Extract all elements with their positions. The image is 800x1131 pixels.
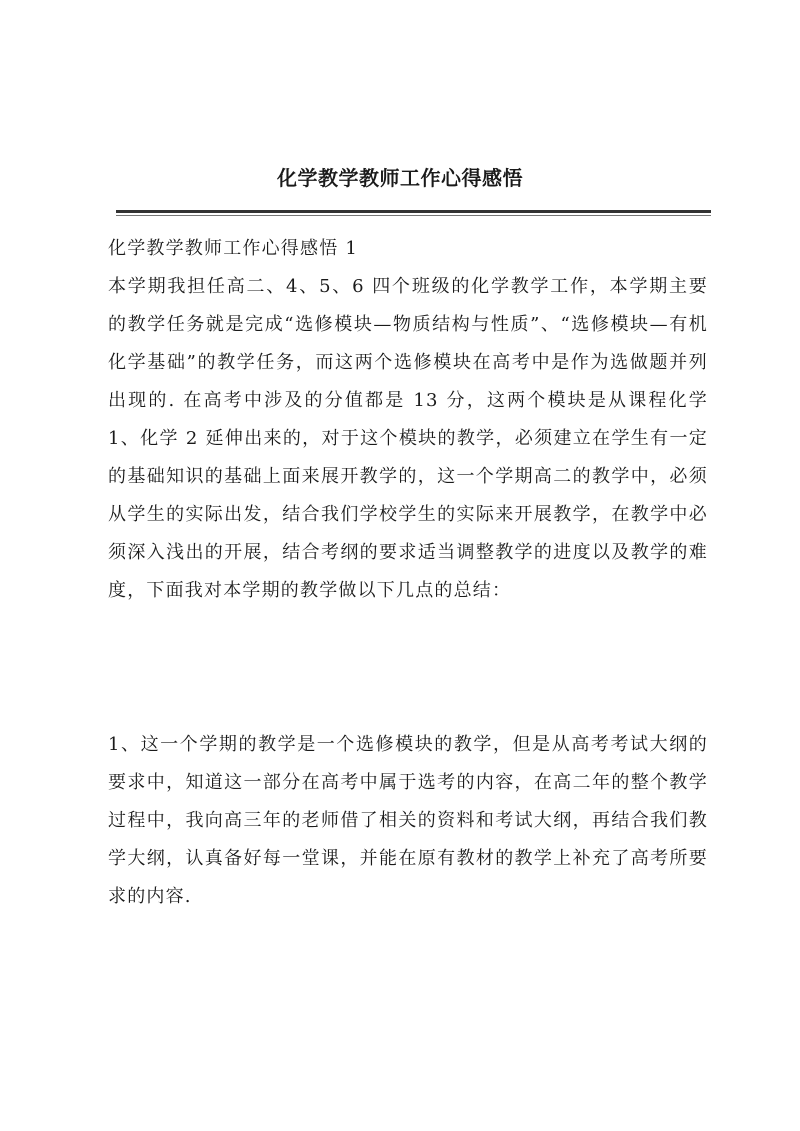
paragraph-point-1: 1、这一个学期的教学是一个选修模块的教学，但是从高考考试大纲的要求中，知道这一部分在高考中属于选考的内容，在高二年的整个教学过程中，我向高三年的老师借了相关的资料和考试大纲，再结合我们教学大纲，认真备好每一堂课，并能在原有教材的教学上补充了高考所要求的内容.	[108, 734, 708, 907]
document-title: 化学教学教师工作心得感悟	[277, 166, 523, 190]
section-heading: 化学教学教师工作心得感悟 1	[108, 238, 358, 259]
paragraph-intro: 本学期我担任高二、4、5、6 四个班级的化学教学工作，本学期主要的教学任务就是完成“选修模块—物质结构与性质”、“选修模块—有机化学基础”的教学任务，而这两个选修模块在高考中是作为选做题并列出现的. 在高考中涉及的分值都是 13 分，这两个模块是从课程化学 1、化学 2 延伸出来的，对于这个模块的教学，必须建立在学生有一定的基础知识的基础上面来展开教学的，这一个学期高二的教学中，必须从学生的实际出发，结合我们学校学生的实际来开展教学，在教学中必须深入浅出的开展，结合考纲的要求适当调整教学的进度以及教学的难度，下面我对本学期的教学做以下几点的总结：	[108, 276, 708, 601]
title-divider	[116, 210, 711, 213]
